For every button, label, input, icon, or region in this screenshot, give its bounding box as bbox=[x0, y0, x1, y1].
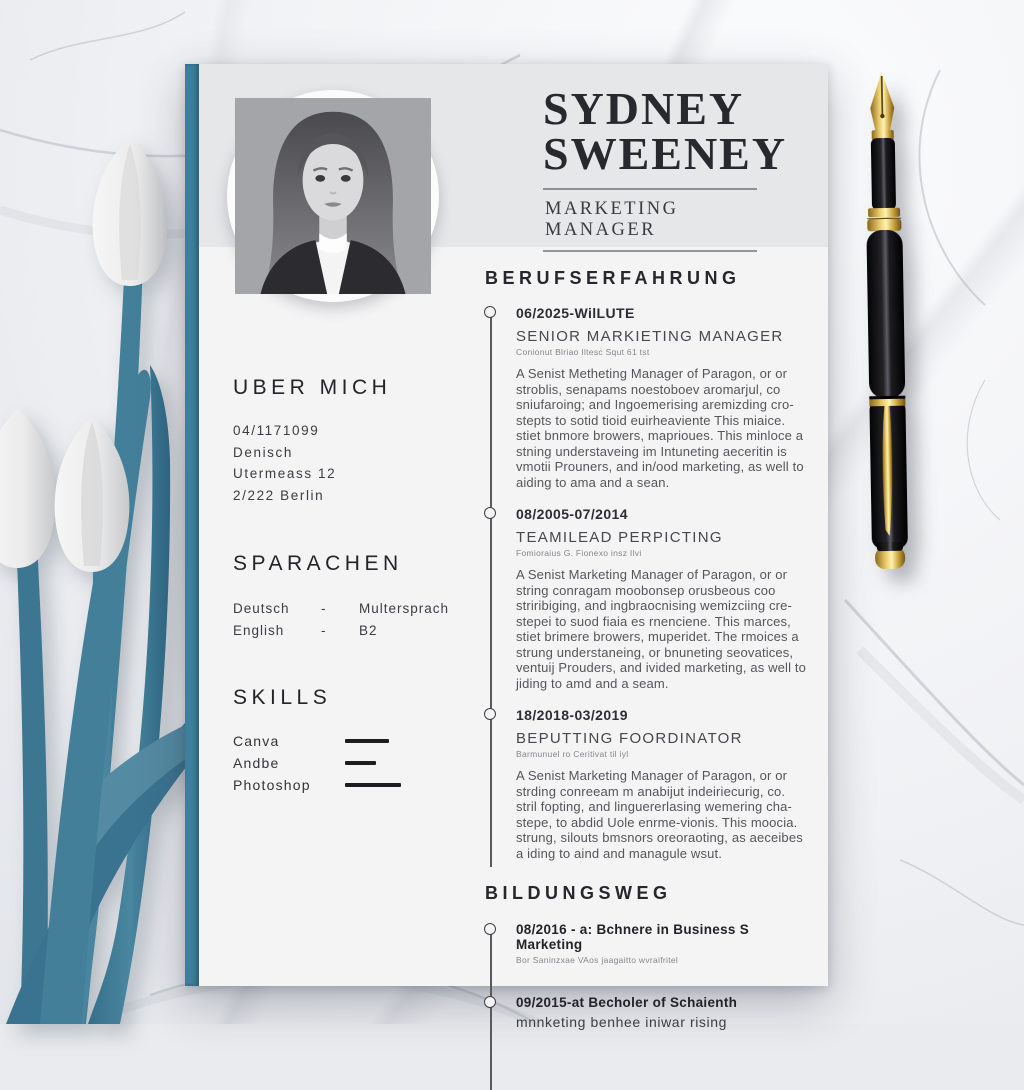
language-name: English bbox=[233, 623, 285, 638]
timeline-dot bbox=[484, 923, 496, 935]
experience-entry bbox=[490, 506, 809, 691]
language-row bbox=[233, 620, 473, 642]
education-entry bbox=[490, 995, 809, 1030]
entry-title: TEAMILEAD PERPICTING bbox=[516, 529, 723, 546]
skill-row bbox=[233, 730, 473, 752]
skill-row bbox=[233, 774, 473, 796]
entry-title: BEPUTTING FOORDINATOR bbox=[516, 730, 743, 747]
about-section bbox=[233, 376, 473, 506]
education-title: 09/2015-at Becholer of Schaienth bbox=[516, 995, 738, 1010]
languages-heading: SPARACHEN bbox=[233, 552, 403, 575]
entry-body: A Senist Marketing Manager of Paragon, or or string conragam moobonsep orusbeous coo striribiging, and ingbraocnising wemizciing cre-stepei to suod fiaia es rnenciene. This marces, stiet brimere browers, muperidet. The rmoices a strung understaneing, or bnuneting seovatices, ventuij Prouders, and ivided marketing, as well to jiding to amd and a seam. bbox=[516, 567, 807, 691]
language-separator: - bbox=[321, 623, 327, 638]
skill-level-bar bbox=[345, 761, 376, 765]
timeline-dot bbox=[484, 306, 496, 318]
entry-date: 06/2025-WilLUTE bbox=[516, 305, 635, 321]
experience-heading: BERUFSERFAHRUNG bbox=[485, 268, 741, 288]
entry-body: A Senist Metheting Manager of Paragon, or or stroblis, senapams noestoboev aromarjul, co sniufaroing; and Ingoemerising aremizding cro-stepts to sotid tioid euirheaviente This miaice. stiet bnmore browers, maprioues. This minloce a stning understaveing im Intuneting aeceritin is vmotii Prouners, and in/ood marketing, as well to aiding to ama and a sean. bbox=[516, 366, 804, 490]
language-name: Deutsch bbox=[233, 601, 290, 616]
skill-label: Andbe bbox=[233, 755, 280, 771]
about-line: 04/1171099 bbox=[233, 423, 320, 438]
education-heading: BILDUNGSWEG bbox=[485, 883, 672, 903]
name-heading bbox=[543, 83, 788, 180]
experience-entry bbox=[490, 305, 809, 490]
timeline-dot bbox=[484, 996, 496, 1008]
entry-date: 08/2005-07/2014 bbox=[516, 506, 628, 522]
education-subtitle: Bor Saninzxae VAos jaagaitto wvraifritel bbox=[516, 955, 679, 965]
accent-strip bbox=[185, 64, 199, 986]
profile-photo bbox=[227, 90, 439, 302]
skill-label: Canva bbox=[233, 733, 280, 749]
language-level: B2 bbox=[359, 623, 378, 638]
name-line-1: SYDNEY bbox=[543, 83, 745, 134]
entry-subtitle: Conionut Blriao Iltesc Squt 61 tst bbox=[516, 347, 650, 357]
skill-label: Photoshop bbox=[233, 777, 311, 793]
entry-subtitle: Fomioraius G. Fionexo insz Ilvi bbox=[516, 548, 642, 558]
about-line: Utermeass 12 bbox=[233, 466, 337, 481]
entry-subtitle: Barmunuel ro Ceritivat til iyl bbox=[516, 749, 629, 759]
name-block bbox=[543, 83, 788, 252]
education-subtitle: mnnketing benhee iniwar rising bbox=[516, 1014, 727, 1030]
about-line: Denisch bbox=[233, 444, 293, 460]
about-heading: UBER MICH bbox=[233, 376, 392, 399]
language-separator: - bbox=[321, 601, 327, 616]
entry-title: SENIOR MARKIETING MANAGER bbox=[516, 328, 784, 345]
fountain-pen-decoration bbox=[852, 70, 921, 576]
skill-level-bar bbox=[345, 739, 389, 743]
resume-page bbox=[185, 64, 828, 1030]
education-title: 08/2016 - a: Bchnere in Business S Marketing bbox=[516, 922, 750, 952]
experience-entry bbox=[490, 707, 809, 861]
languages-section bbox=[233, 552, 473, 642]
education-entry bbox=[490, 922, 809, 965]
entry-body: A Senist Marketing Manager of Paragon, or or strding conreeam m anabijut indeiriecurig, co. stril fopting, and linguererlasing wemering cha-stepe, to abdid Uole enrme-vionis. This moocia. strung, silouts bmsnors oreoraoting, as aeceibes a iding to aind and managule wsut. bbox=[516, 768, 803, 861]
experience-timeline bbox=[490, 305, 809, 861]
about-line: 2/222 Berlin bbox=[233, 487, 325, 503]
education-timeline bbox=[490, 922, 809, 1030]
name-line-2: SWEENEY bbox=[543, 128, 788, 180]
skill-row bbox=[233, 752, 473, 774]
job-title: MARKETING MANAGER bbox=[545, 199, 679, 241]
timeline-dot bbox=[484, 708, 496, 720]
title-divider-bottom bbox=[543, 250, 757, 252]
language-row bbox=[233, 598, 473, 620]
skills-section bbox=[233, 686, 473, 796]
entry-date: 18/2018-03/2019 bbox=[516, 707, 628, 723]
timeline-dot bbox=[484, 507, 496, 519]
portrait-illustration bbox=[235, 98, 431, 294]
main-column bbox=[485, 268, 809, 1060]
skill-level-bar bbox=[345, 783, 401, 787]
language-level: Multersprach bbox=[359, 601, 450, 616]
skills-heading: SKILLS bbox=[233, 686, 332, 709]
